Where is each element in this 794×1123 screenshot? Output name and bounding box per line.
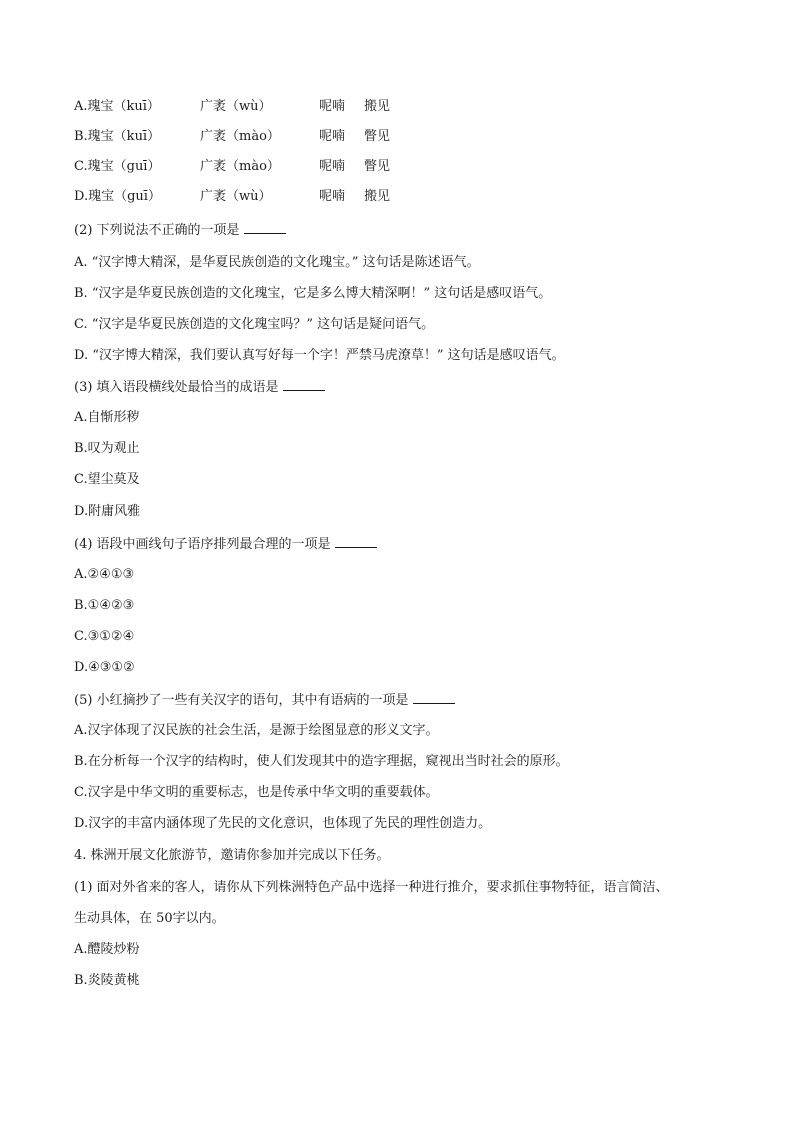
q3-5-option-c: C.汉字是中华文明的重要标志，也是传承中华文明的重要载体。 [74, 785, 439, 800]
option-word-3: 呢喃 [319, 159, 346, 174]
q3-2-option-b: B. “汉字是华夏民族创造的文化瑰宝，它是多么博大精深啊！” 这句话是感叹语气。 [74, 286, 552, 301]
question-text: (4) 语段中画线句子语序排列最合理的一项是 [74, 537, 331, 552]
q3-3-stem [74, 378, 325, 397]
option-word-4: 搬见 [364, 189, 391, 204]
q3-5-option-a: A.汉字体现了汉民族的社会生活，是源于绘图显意的形义文字。 [74, 723, 439, 738]
q3-2-stem [74, 221, 286, 240]
q3-4-option-b: B.①④②③ [74, 598, 135, 613]
answer-blank [335, 535, 377, 548]
answer-blank [413, 691, 455, 704]
answer-blank [244, 221, 286, 234]
option-word-3: 呢喃 [319, 189, 346, 204]
option-word-1: B.瑰宝（kuī） [74, 129, 161, 144]
q3-5-stem [74, 691, 455, 710]
option-word-1: A.瑰宝（kuī） [74, 99, 160, 114]
option-word-1: D.瑰宝（guī） [74, 189, 161, 204]
option-word-2: 广袤（wù） [200, 189, 272, 204]
option-word-2: 广袤（mào） [200, 159, 280, 174]
option-word-1: C.瑰宝（guī） [74, 159, 161, 174]
q3-4-stem [74, 535, 377, 554]
q3-5-option-b: B.在分析每一个汉字的结构时，使人们发现其中的造字理据，窥视出当时社会的原形。 [74, 754, 569, 769]
q4-option-a: A.醴陵炒粉 [74, 942, 140, 957]
option-word-4: 瞥见 [364, 159, 391, 174]
q3-3-option-d: D.附庸风雅 [74, 504, 141, 519]
question-text: (5) 小红摘抄了一些有关汉字的语句，其中有语病的一项是 [74, 693, 409, 708]
option-word-3: 呢喃 [319, 129, 346, 144]
question-text: (2) 下列说法不正确的一项是 [74, 223, 240, 238]
q3-3-option-a: A.自惭形秽 [74, 410, 140, 425]
q3-3-option-b: B.叹为观止 [74, 441, 140, 456]
q4-sub1-line2: 生动具体，在 50字以内。 [74, 911, 225, 926]
option-word-4: 搬见 [364, 99, 391, 114]
q3-4-option-d: D.④③①② [74, 660, 135, 675]
option-word-2: 广袤（mào） [200, 129, 280, 144]
q3-2-option-c: C. “汉字是华夏民族创造的文化瑰宝吗？” 这句话是疑问语气。 [74, 317, 435, 332]
option-word-2: 广袤（wù） [200, 99, 272, 114]
q4-option-b: B.炎陵黄桃 [74, 973, 140, 988]
q3-3-option-c: C.望尘莫及 [74, 472, 140, 487]
option-word-4: 瞥见 [364, 129, 391, 144]
q3-2-option-a: A. “汉字博大精深，是华夏民族创造的文化瑰宝。” 这句话是陈述语气。 [74, 255, 480, 270]
q3-4-option-c: C.③①②④ [74, 629, 135, 644]
q4-sub1-line1: (1) 面对外省来的客人，请你从下列株洲特色产品中选择一种进行推介，要求抓住事物特征，语言简洁、 [74, 880, 669, 895]
q4-stem: 4. 株洲开展文化旅游节，邀请你参加并完成以下任务。 [74, 848, 390, 863]
q3-5-option-d: D.汉字的丰富内涵体现了先民的文化意识，也体现了先民的理性创造力。 [74, 816, 492, 831]
q3-4-option-a: A.②④①③ [74, 567, 135, 582]
question-text: (3) 填入语段横线处最恰当的成语是 [74, 380, 279, 395]
q3-2-option-d: D. “汉字博大精深，我们要认真写好每一个字！严禁马虎潦草！” 这句话是感叹语气。 [74, 348, 565, 363]
option-word-3: 呢喃 [319, 99, 346, 114]
answer-blank [283, 378, 325, 391]
